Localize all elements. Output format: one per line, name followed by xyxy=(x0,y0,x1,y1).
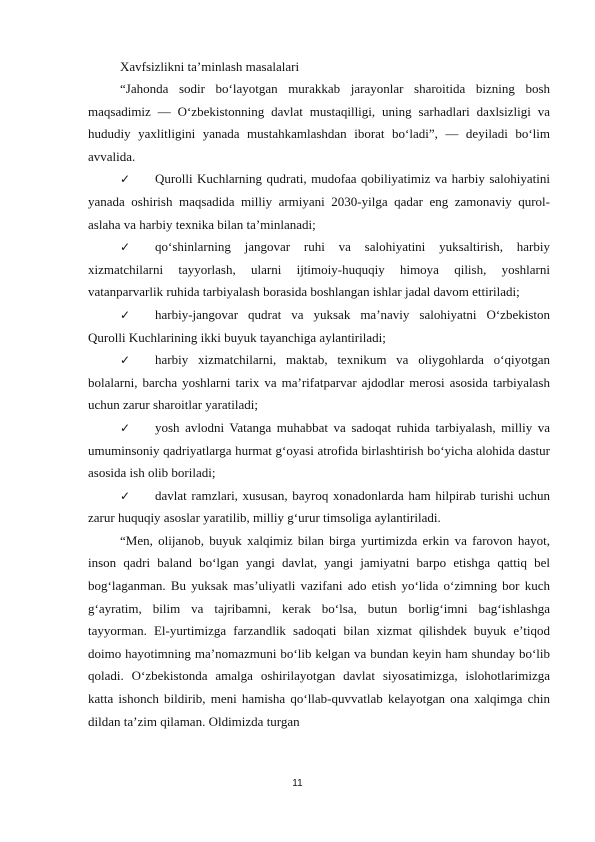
bullet-text: qo‘shinlarning jangovar ruhi va salohiyatini yuksaltirish, harbiy xizmatchilarni tayyorlash, ularni ijtimoiy-huquqiy himoya qilish, yoshlarni vatanparvarlik ruhida tarbiyalash borasida boshlangan ishlar jadal davom ettiriladi; xyxy=(88,239,550,300)
bullet-text: harbiy-jangovar qudrat va yuksak ma’naviy salohiyatni O‘zbekiston Qurolli Kuchlarining ikki buyuk tayanchiga aylantiriladi; xyxy=(88,306,550,345)
bullet-item xyxy=(88,349,550,417)
check-mark-icon: ✓ xyxy=(120,172,131,187)
bullet-item xyxy=(88,485,550,530)
check-mark-icon: ✓ xyxy=(120,353,131,368)
bullet-text: harbiy xizmatchilarni, maktab, texnikum va oliygohlarda o‘qiyotgan bolalarni, barcha yoshlarni tarix va ma’rifatparvar ajdodlar merosi asosida tarbiyalash uchun zarur sharoitlar yaratiladi; xyxy=(88,352,550,413)
bullet-item xyxy=(88,236,550,304)
check-mark-icon: ✓ xyxy=(120,307,131,322)
bullet-item xyxy=(88,304,550,349)
bullet-text: davlat ramzlari, xususan, bayroq xonadonlarda ham hilpirab turishi uchun zarur huquqiy asoslar yaratilib, milliy g‘urur timsoliga aylantiriladi. xyxy=(88,487,550,526)
bullet-item xyxy=(88,168,550,236)
intro-paragraph: “Jahonda sodir bo‘layotgan murakkab jarayonlar sharoitida bizning bosh maqsadimiz — O‘zbekistonning davlat mustaqilligi, uning sarhadlari daxlsizligi va hududiy yaxlitligini yanada mustahkamlashdan iborat bo‘ladi”, — deyiladi bo‘lim avvalida. xyxy=(88,81,550,164)
check-mark-icon: ✓ xyxy=(120,240,131,255)
bullet-text: yosh avlodni Vatanga muhabbat va sadoqat ruhida tarbiyalash, milliy va umuminsoniy qadriyatlarga hurmat g‘oyasi atrofida birlashtirish bo‘yicha alohida dastur asosida ish olib boriladi; xyxy=(88,419,550,481)
closing-paragraph: “Men, olijanob, buyuk xalqimiz bilan birga yurtimizda erkin va farovon hayot, inson qadri baland bo‘lgan yangi davlat, yangi jamiyatni barpo etishga qattiq bel bog‘laganman. Bu yuksak mas’uliyatli vazifani ado etish yo‘lida o‘zimning bor kuch g‘ayratim, bilim va tajribamni, kerak bo‘lsa, butun borlig‘imni bag‘ishlashga tayyorman. El-yurtimizga farzandlik sadoqati bilan xizmat qilishdek buyuk e’tiqod doimo hayotimning ma’nomazmuni bo‘lib kelgan va bundan keyin ham shunday bo‘lib qoladi. O‘zbekistonda amalga oshirilayotgan davlat siyosatimizga, islohotlarimizga katta ishonch bildirib, meni hamisha qo‘llab-quvvatlab kelayotgan ona xalqimga chin dildan ta’zim qilaman. Oldimizda turgan xyxy=(88,532,550,729)
check-mark-icon: ✓ xyxy=(120,488,131,503)
check-mark-icon: ✓ xyxy=(120,420,131,435)
bullet-item xyxy=(88,417,550,485)
section-heading: Xavfsizlikni ta’minlash masalalari xyxy=(120,59,300,74)
page-number: 11 xyxy=(292,778,303,789)
bullet-list xyxy=(88,168,550,530)
bullet-text: Qurolli Kuchlarning qudrati, mudofaa qobiliyatimiz va harbiy salohiyatini yanada oshirish maqsadida milliy armiyani 2030-yilga qadar eng zamonaviy qurol-aslaha va harbiy texnika bilan ta’minlanadi; xyxy=(88,171,550,232)
